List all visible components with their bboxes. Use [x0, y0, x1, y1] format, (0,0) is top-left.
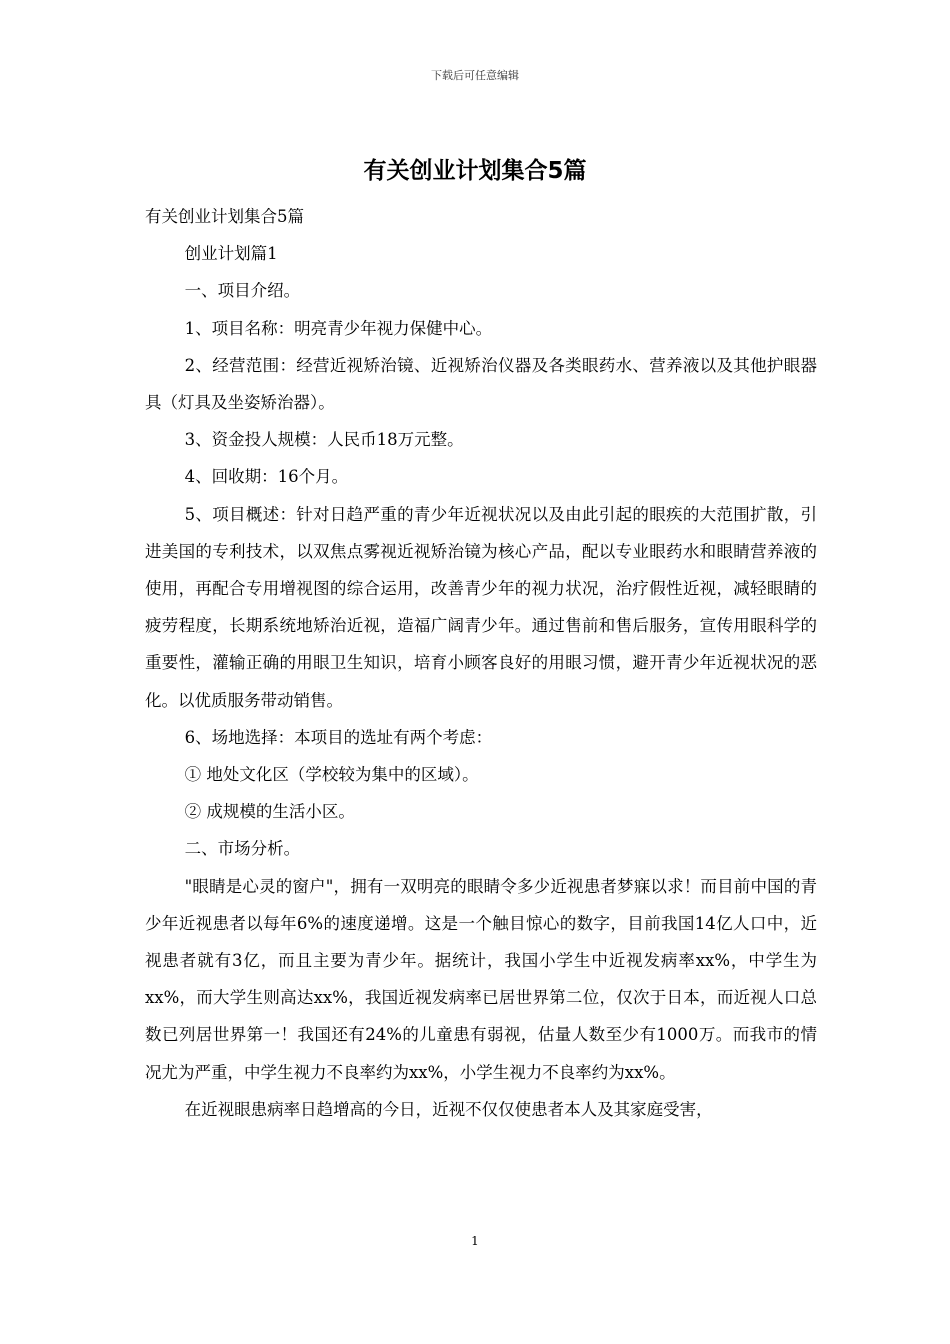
paragraph: "眼睛是心灵的窗户"，拥有一双明亮的眼睛令多少近视患者梦寐以求！而目前中国的青少年近视患者以每年6%的速度递增。这是一个触目惊心的数字，目前我国14亿人口中，近视患者就有3亿，而且主要为青少年。据统计，我国小学生中近视发病率xx%，中学生为xx%，而大学生则高达xx%，我国近视发病率已居世界第二位，仅次于日本，而近视人口总数已列居世界第一！我国还有24%的儿童患有弱视，估量人数至少有1000万。而我市的情况尤为严重，中学生视力不良率约为xx%，小学生视力不良率约为xx%。: [145, 876, 817, 1082]
subtitle-paragraph: 有关创业计划集合5篇: [145, 207, 304, 226]
paragraph: 在近视眼患病率日趋增高的今日，近视不仅仅使患者本人及其家庭受害，: [184, 1099, 713, 1119]
paragraph: 4、回收期：16个月。: [184, 467, 349, 487]
paragraph: 3、资金投人规模：人民币18万元整。: [184, 430, 464, 450]
paragraph: 1、项目名称：明亮青少年视力保健中心。: [184, 318, 493, 338]
document-title: 有关创业计划集合5篇: [363, 158, 587, 184]
section-heading: 二、市场分析。: [184, 839, 301, 859]
paragraph: 2、经营范围：经营近视矫治镜、近视矫治仪器及各类眼药水、营养液以及其他护眼器具（灯具及坐姿矫治器）。: [145, 355, 817, 413]
list-item: ① 地处文化区（学校较为集中的区域）。: [184, 765, 479, 785]
section-heading: 创业计划篇1: [184, 244, 278, 264]
paragraph: 6、场地选择：本项目的选址有两个考虑：: [184, 727, 493, 747]
list-item: ② 成规模的生活小区。: [184, 802, 355, 822]
header-note: 下载后可任意编辑: [431, 69, 519, 82]
document-body: [145, 198, 817, 1128]
page-number: 1: [471, 1234, 479, 1248]
section-heading: 一、项目介绍。: [184, 281, 301, 301]
paragraph: 5、项目概述：针对日趋严重的青少年近视状况以及由此引起的眼疾的大范围扩散，引进美国的专利技术，以双焦点雾视近视矫治镜为核心产品，配以专业眼药水和眼睛营养液的使用，再配合专用增视图的综合运用，改善青少年的视力状况，治疗假性近视，减轻眼睛的疲劳程度，长期系统地矫治近视，造福广阔青少年。通过售前和售后服务，宣传用眼科学的重要性，灌输正确的用眼卫生知识，培育小顾客良好的用眼习惯，避开青少年近视状况的恶化。以优质服务带动销售。: [145, 504, 817, 710]
